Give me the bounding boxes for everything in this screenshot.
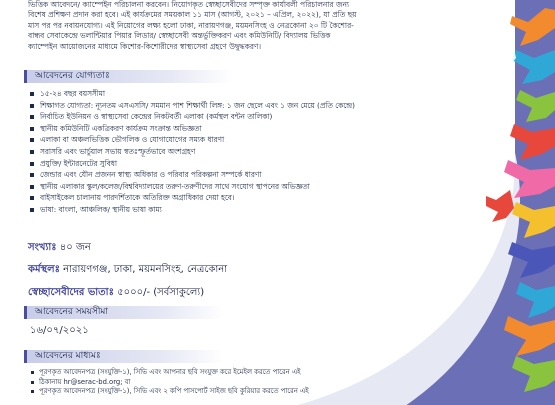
hand-icon (486, 190, 514, 222)
application-medium-heading: আবেদনের মাধ্যমঃ (24, 350, 223, 363)
eligibility-item: ভাষা: বাংলা, আঞ্চলিক/ স্থানীয় ভাষা কাম্য (28, 204, 355, 216)
eligibility-item: ১৫-২৪ বছর বয়সসীমা (28, 88, 355, 100)
eligibility-item: শিক্ষাগত যোগ্যতা: ন্যূনতম এসএসসি/ সমমান পাশ শিক্ষার্থী লিঙ্গ: ১ জন ছেলে এবং ১ জন মেয়ে (প্রতি কেন্দ্রে) (28, 100, 355, 112)
location-value: নারায়ণগঞ্জ, ঢাকা, ময়মনসিংহ, নেত্রকোনা (63, 264, 228, 275)
hand-icon (490, 40, 516, 72)
volunteer-allowance (28, 285, 204, 302)
deadline-date: ১৬/০৭/২০২১ (30, 325, 89, 336)
count-value: ৪০ জন (59, 242, 91, 253)
volunteer-count (28, 240, 91, 257)
location-label: কর্মস্থলঃ (28, 264, 60, 275)
eligibility-item: প্রযুক্তি/ ইন্টারনেটের সুবিধা (28, 158, 355, 170)
hand-icon (510, 124, 555, 160)
eligibility-item: স্থানীয় এলাকার স্কুল/কলেজ/বিশ্ববিদ্যালয়ের তরুণ-তরুণীদের সাথে সংযোগ স্থাপনের অভিজ্ঞতা (28, 181, 355, 193)
eligibility-list (28, 88, 355, 216)
deadline-heading: আবেদনের সময়সীমা (24, 306, 223, 319)
eligibility-heading: আবেদনের যোগ্যতাঃ (24, 70, 233, 83)
eligibility-item: স্থানীয় কমিউনিটি একত্রিকরণ কার্যক্রম সংক্রান্ত অভিজ্ঞতা (28, 123, 355, 135)
hand-icon (512, 202, 555, 238)
hand-icon (504, 160, 555, 198)
eligibility-item: সরাসরি এবং ভার্চুয়াল সভায় স্বতঃস্ফূর্তভাবে অংশগ্রহণ (28, 146, 355, 158)
hand-icon (516, 90, 555, 122)
raised-hands-illustration (450, 0, 555, 405)
eligibility-item: জেন্ডার এবং যৌন প্রজনন স্বাস্থ্য অধিকার ও পরিবার পরিকল্পনা সম্পর্কে ধারণা (28, 169, 355, 181)
count-label: সংখ্যাঃ (28, 242, 57, 253)
medium-item: পূরণকৃত আবেদনপত্র (সংযুক্তি-১), সিভি এবং আপনার ছবি সংযুক্ত করে ইমেইল করতে পারেন এই (30, 368, 309, 378)
hand-icon (508, 242, 555, 278)
application-medium-list (30, 368, 309, 397)
hand-icon (512, 50, 555, 84)
intro-line: ক্যাম্পেইন আয়োজনের মাধ্যমে কিশোর-কিশোরীদের স্বাস্থ্যসেবা গ্রহণে উদ্বুদ্ধকরণ। (28, 41, 262, 51)
intro-line: মাস পর পর নবায়নযোগ্য। এই নিয়োগের লক্ষ্য হলো ঢাকা, নারায়ণগঞ্জ, ময়মনসিংহ ও নেত্রকোনা ২০ টি কৈশোর- (28, 20, 354, 30)
intro-line: বিশেষ প্রশিক্ষণ প্রদান করা হবে। এই কার্যক্রমের সময়কাল ১১ মাস (আগস্ট, ২০২১ – এপ্রিল, ২০২২), যা প্রতি ছয় (28, 10, 357, 20)
medium-item-continued: ঠিকানায় hr@serac-bd.org; বা (30, 378, 309, 388)
hand-icon (516, 282, 555, 318)
intro-paragraph (28, 0, 518, 52)
hand-icon (510, 8, 555, 46)
medium-item: পূরণকৃত আবেদনপত্র (সংযুক্তি-১), সিভি এবং ২ কপি পাসপোর্ট সাইজ ছবি কুরিয়ার করতে পারেন এই (30, 387, 309, 397)
intro-line: বান্ধব সেবাকেন্দ্রে ভলান্টিয়ার পিয়ার লিডার/ স্বেচ্ছাসেবী অন্তর্ভুক্তিকরণ এবং কমিউনিটি/ বিদ্যালয় ভিত্তিক (28, 31, 331, 41)
hand-icon (504, 316, 555, 356)
eligibility-item: নির্বাচিত ইউনিয়ন ও স্বাস্থ্যসেবা কেন্দ্রের নিকটবর্তী এলাকা (কর্মস্থল বন্টন তালিকা) (28, 111, 355, 123)
eligibility-item: বাইসাইকেল চালানায় পারদর্শিতাকে অতিরিক্ত অগ্রাধিকার দেয়া হবে। (28, 192, 355, 204)
work-location (28, 262, 227, 279)
hand-icon (512, 356, 555, 392)
allowance-value: ৫০০০/- (সর্বসাকুল্যে) (117, 287, 205, 298)
intro-line: ভিত্তিক আবেদনে/ ক্যাম্পেইন পরিচালনা করবেন। নিয়োগকৃত স্বেচ্ছাসেবীদের সম্পৃক্ত কার্যাবলী পরিচালনার জন্য (28, 0, 350, 9)
allowance-label: স্বেচ্ছাসেবীদের ভাতাঃ (28, 287, 114, 298)
eligibility-item: এলাকা বা অঞ্চলভিত্তিক ভৌগলিক ও যোগাযোগের সম্যক ধারণা (28, 134, 355, 146)
